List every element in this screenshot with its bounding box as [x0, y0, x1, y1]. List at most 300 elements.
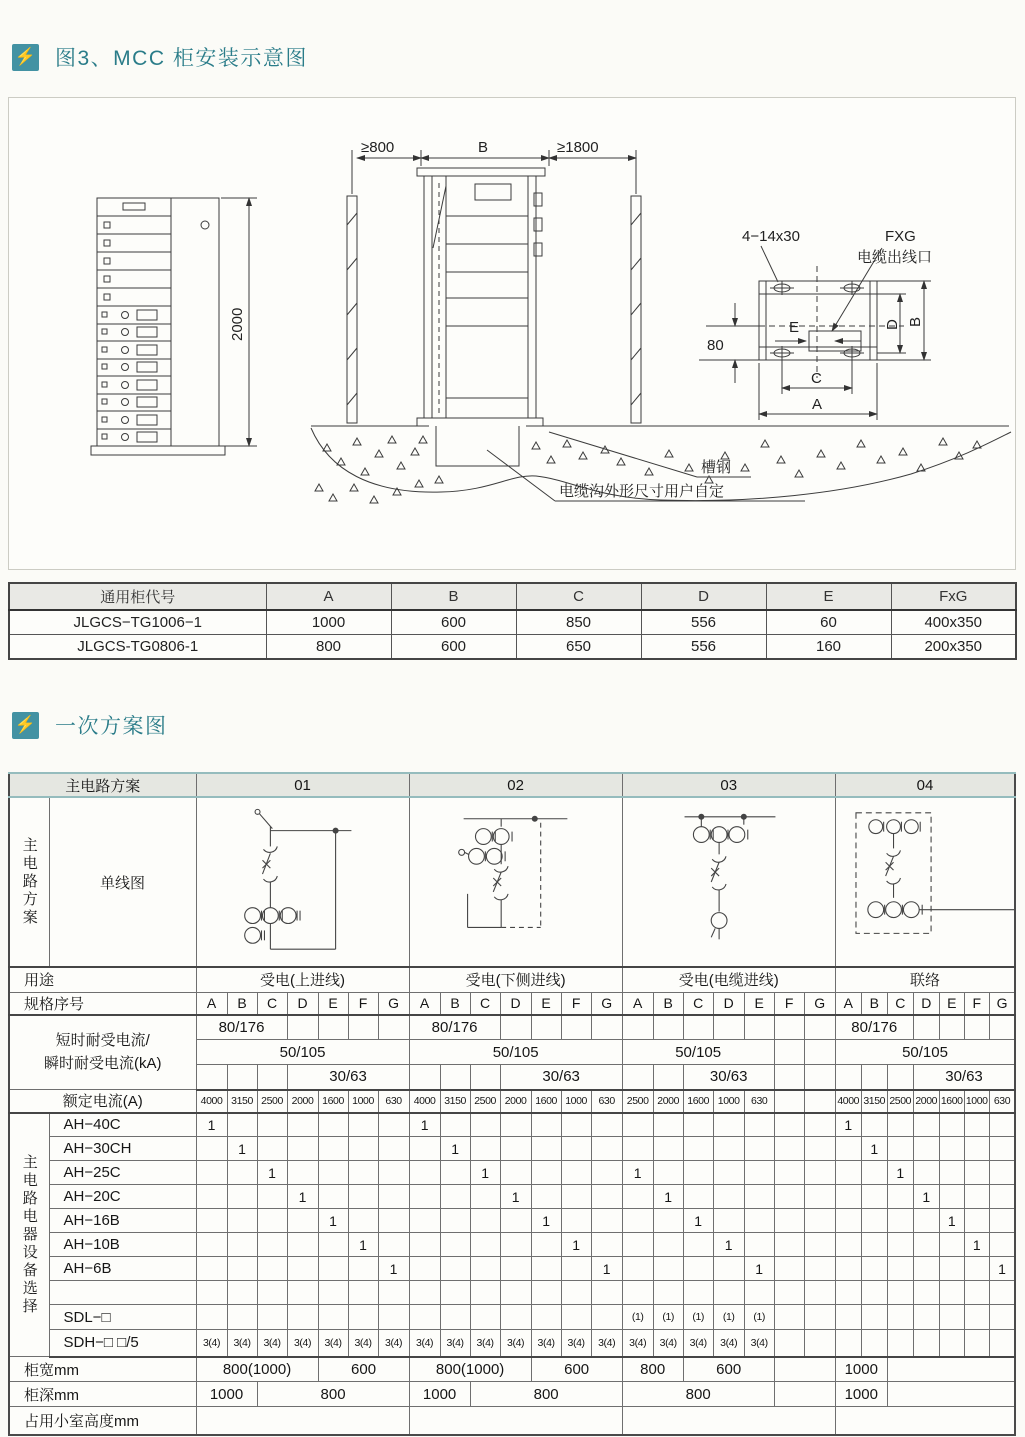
- withstand-value: [440, 1065, 470, 1090]
- withstand-value: [804, 1065, 835, 1090]
- device-mark-cell: [653, 1209, 683, 1233]
- bottom-row-label: 占用小室高度mm: [9, 1407, 196, 1435]
- device-mark-cell: [989, 1161, 1015, 1185]
- rated-current-value: 3150: [440, 1090, 470, 1113]
- device-mark-cell: [500, 1209, 531, 1233]
- device-mark-cell: [440, 1113, 470, 1137]
- device-mark-cell: [196, 1185, 227, 1209]
- rated-current-value: 1600: [318, 1090, 348, 1113]
- device-mark-cell: 1: [227, 1137, 257, 1161]
- table-row: [9, 773, 1015, 797]
- rated-current-value: 1000: [964, 1090, 989, 1113]
- device-mark-cell: [774, 1137, 804, 1161]
- device-mark-cell: [500, 1137, 531, 1161]
- bottom-row-value: [774, 1382, 835, 1407]
- device-mark-cell: [531, 1281, 561, 1305]
- device-mark-cell: [500, 1305, 531, 1330]
- device-mark-cell: [913, 1330, 939, 1357]
- device-mark-cell: [774, 1281, 804, 1305]
- device-mark-cell: [470, 1281, 500, 1305]
- device-mark-cell: [409, 1209, 440, 1233]
- withstand-value: [964, 1015, 989, 1040]
- device-mark-cell: 3(4): [653, 1330, 683, 1357]
- device-label: AH−20C: [49, 1185, 196, 1209]
- device-mark-cell: [713, 1185, 744, 1209]
- table-row: [9, 610, 1016, 635]
- dim-table-cell: 650: [516, 635, 641, 660]
- withstand-value: [835, 1065, 861, 1090]
- usage-value: 受电(电缆进线): [622, 967, 835, 992]
- withstand-value: [348, 1015, 378, 1040]
- device-mark-cell: 3(4): [196, 1330, 227, 1357]
- device-mark-cell: [470, 1137, 500, 1161]
- device-mark-cell: [913, 1137, 939, 1161]
- bottom-row-value: 800(1000): [196, 1357, 318, 1382]
- withstand-value: [774, 1040, 804, 1065]
- device-mark-cell: [744, 1233, 774, 1257]
- dim-table-cell: 400x350: [891, 610, 1016, 635]
- device-mark-cell: [257, 1209, 287, 1233]
- device-mark-cell: [713, 1137, 744, 1161]
- device-mark-cell: [561, 1281, 591, 1305]
- device-mark-cell: [683, 1233, 713, 1257]
- device-mark-cell: [861, 1185, 887, 1209]
- spec-letter: B: [440, 992, 470, 1015]
- device-mark-cell: [939, 1281, 964, 1305]
- device-mark-cell: [318, 1281, 348, 1305]
- spec-letter: G: [378, 992, 409, 1015]
- device-mark-cell: [683, 1137, 713, 1161]
- table-row: [9, 1161, 1015, 1185]
- device-mark-cell: 3(4): [713, 1330, 744, 1357]
- device-mark-cell: [378, 1185, 409, 1209]
- spec-letter: A: [409, 992, 440, 1015]
- device-mark-cell: [713, 1281, 744, 1305]
- vertical-label-device-selection: 主电路电器设备选择: [9, 1113, 49, 1357]
- device-mark-cell: [713, 1161, 744, 1185]
- device-mark-cell: [913, 1233, 939, 1257]
- withstand-value: [683, 1015, 713, 1040]
- table-row: [9, 1113, 1015, 1137]
- device-mark-cell: 1: [913, 1185, 939, 1209]
- device-mark-cell: [835, 1137, 861, 1161]
- withstand-value: 30/63: [913, 1065, 1015, 1090]
- device-mark-cell: 3(4): [227, 1330, 257, 1357]
- section-title: 图3、MCC 柜安装示意图: [55, 47, 308, 70]
- device-mark-cell: [653, 1257, 683, 1281]
- rated-current-value: 2000: [287, 1090, 318, 1113]
- device-mark-cell: [913, 1281, 939, 1305]
- spec-letter: F: [348, 992, 378, 1015]
- device-mark-cell: 1: [531, 1209, 561, 1233]
- bolt-slots-label: 4−14x30: [742, 228, 800, 245]
- withstand-value: 80/176: [835, 1015, 913, 1040]
- single-line-diagram-02: [409, 797, 622, 967]
- device-mark-cell: [591, 1233, 622, 1257]
- device-mark-cell: [887, 1330, 913, 1357]
- device-mark-cell: [287, 1257, 318, 1281]
- device-mark-cell: [591, 1209, 622, 1233]
- device-mark-cell: (1): [744, 1305, 774, 1330]
- device-mark-cell: [887, 1185, 913, 1209]
- device-mark-cell: [964, 1305, 989, 1330]
- rated-current-value: 2500: [887, 1090, 913, 1113]
- device-mark-cell: [804, 1209, 835, 1233]
- dim-e-label: E: [789, 319, 800, 336]
- dim-table-header-cell: D: [641, 583, 766, 610]
- dim-table-cell: 160: [766, 635, 891, 660]
- device-mark-cell: 1: [887, 1161, 913, 1185]
- device-mark-cell: [804, 1233, 835, 1257]
- dim-top-width-label: B: [478, 139, 489, 156]
- dim-table-cell: 60: [766, 610, 891, 635]
- device-mark-cell: [318, 1113, 348, 1137]
- dim-table-header-cell: E: [766, 583, 891, 610]
- device-mark-cell: [774, 1113, 804, 1137]
- device-mark-cell: [227, 1281, 257, 1305]
- device-mark-cell: [861, 1113, 887, 1137]
- dim-table-cell: JLGCS-TG0806-1: [9, 635, 266, 660]
- table-row: [9, 1233, 1015, 1257]
- device-mark-cell: [561, 1161, 591, 1185]
- section-header-fig3: [12, 42, 308, 72]
- device-mark-cell: 1: [287, 1185, 318, 1209]
- bottom-row-value: 1000: [835, 1357, 887, 1382]
- rated-current-value: 1000: [713, 1090, 744, 1113]
- bottom-row-value: 800(1000): [409, 1357, 531, 1382]
- device-mark-cell: [774, 1233, 804, 1257]
- withstand-value: 30/63: [683, 1065, 774, 1090]
- rated-current-value: 630: [591, 1090, 622, 1113]
- device-mark-cell: [653, 1137, 683, 1161]
- bottom-row-value: 800: [470, 1382, 622, 1407]
- withstand-value: [653, 1015, 683, 1040]
- device-mark-cell: [591, 1185, 622, 1209]
- installation-diagram: [9, 98, 1015, 569]
- usage-value: 联络: [835, 967, 1015, 992]
- device-mark-cell: 3(4): [287, 1330, 318, 1357]
- device-mark-cell: [744, 1137, 774, 1161]
- cabinet-front-view: [91, 198, 225, 455]
- device-mark-cell: [196, 1209, 227, 1233]
- withstand-value: 50/105: [835, 1040, 1015, 1065]
- device-mark-cell: [561, 1185, 591, 1209]
- withstand-value: [531, 1015, 561, 1040]
- section-title: 一次方案图: [55, 715, 168, 738]
- device-label: AH−16B: [49, 1209, 196, 1233]
- device-mark-cell: [913, 1257, 939, 1281]
- withstand-value: [804, 1040, 835, 1065]
- device-mark-cell: [774, 1185, 804, 1209]
- device-mark-cell: 1: [257, 1161, 287, 1185]
- dim-table-cell: 600: [391, 610, 516, 635]
- device-label: AH−25C: [49, 1161, 196, 1185]
- device-mark-cell: [318, 1257, 348, 1281]
- withstand-value: [804, 1015, 835, 1040]
- device-mark-cell: 1: [653, 1185, 683, 1209]
- device-mark-cell: [470, 1233, 500, 1257]
- device-mark-cell: [227, 1257, 257, 1281]
- dim-table-header-cell: A: [266, 583, 391, 610]
- device-label: [49, 1281, 196, 1305]
- withstand-value: [227, 1065, 257, 1090]
- device-mark-cell: [561, 1257, 591, 1281]
- device-mark-cell: [591, 1161, 622, 1185]
- single-line-label: 单线图: [49, 797, 196, 967]
- spec-letter: E: [744, 992, 774, 1015]
- device-label: SDL−□: [49, 1305, 196, 1330]
- device-mark-cell: [939, 1185, 964, 1209]
- withstand-value: [287, 1015, 318, 1040]
- device-mark-cell: 1: [939, 1209, 964, 1233]
- device-mark-cell: [939, 1305, 964, 1330]
- device-mark-cell: [257, 1233, 287, 1257]
- withstand-value: [774, 1065, 804, 1090]
- cabinet-side-view: [311, 150, 1011, 503]
- bottom-row-value: [774, 1357, 835, 1382]
- device-mark-cell: [861, 1209, 887, 1233]
- withstand-label-line2: 瞬时耐受电流(kA): [44, 1055, 162, 1073]
- scheme-header-04: 04: [835, 773, 1015, 797]
- table-row: [9, 1015, 1015, 1040]
- device-mark-cell: [440, 1281, 470, 1305]
- spec-letter: C: [257, 992, 287, 1015]
- rated-current-value: 2000: [913, 1090, 939, 1113]
- device-mark-cell: [348, 1161, 378, 1185]
- device-mark-cell: [804, 1185, 835, 1209]
- spec-letter: G: [591, 992, 622, 1015]
- table-row: [9, 1357, 1015, 1382]
- device-mark-cell: [835, 1305, 861, 1330]
- device-mark-cell: [196, 1257, 227, 1281]
- device-mark-cell: 1: [378, 1257, 409, 1281]
- table-row: [9, 635, 1016, 660]
- device-mark-cell: (1): [622, 1305, 653, 1330]
- device-mark-cell: [378, 1161, 409, 1185]
- device-mark-cell: [470, 1305, 500, 1330]
- withstand-value: [318, 1015, 348, 1040]
- withstand-value: 50/105: [622, 1040, 774, 1065]
- device-mark-cell: [318, 1233, 348, 1257]
- bottom-row-value: 1000: [835, 1382, 887, 1407]
- device-mark-cell: 1: [500, 1185, 531, 1209]
- device-mark-cell: [774, 1305, 804, 1330]
- device-mark-cell: [470, 1185, 500, 1209]
- device-mark-cell: [622, 1113, 653, 1137]
- device-mark-cell: [774, 1161, 804, 1185]
- spec-letter: E: [531, 992, 561, 1015]
- dim-table-cell: 800: [266, 635, 391, 660]
- bottom-row-value: 800: [257, 1382, 409, 1407]
- dim-2000-label: 2000: [229, 307, 246, 341]
- bottom-row-value: [622, 1407, 835, 1435]
- device-mark-cell: 3(4): [683, 1330, 713, 1357]
- device-mark-cell: 1: [440, 1137, 470, 1161]
- primary-scheme-table: [8, 772, 1016, 1436]
- dim-table-cell: 1000: [266, 610, 391, 635]
- device-mark-cell: 1: [348, 1233, 378, 1257]
- device-mark-cell: 3(4): [348, 1330, 378, 1357]
- device-mark-cell: [287, 1233, 318, 1257]
- device-mark-cell: [227, 1305, 257, 1330]
- spec-letter: E: [318, 992, 348, 1015]
- device-mark-cell: [591, 1137, 622, 1161]
- rated-current-value: 4000: [835, 1090, 861, 1113]
- rated-current-value: 630: [744, 1090, 774, 1113]
- table-row: [9, 1257, 1015, 1281]
- bottom-row-value: [196, 1407, 409, 1435]
- spec-letter: D: [913, 992, 939, 1015]
- device-mark-cell: [774, 1209, 804, 1233]
- device-mark-cell: [287, 1113, 318, 1137]
- device-mark-cell: 1: [713, 1233, 744, 1257]
- device-mark-cell: [939, 1113, 964, 1137]
- dim-d-label: D: [884, 319, 901, 330]
- device-mark-cell: [440, 1257, 470, 1281]
- spec-letter: C: [470, 992, 500, 1015]
- device-mark-cell: [500, 1113, 531, 1137]
- dim-table-header-cell: 通用柜代号: [9, 583, 266, 610]
- rated-current-value: 1600: [683, 1090, 713, 1113]
- single-line-diagram-04: [835, 797, 1015, 967]
- dim-80-label: 80: [707, 337, 724, 354]
- device-mark-cell: [378, 1209, 409, 1233]
- device-label: AH−6B: [49, 1257, 196, 1281]
- device-mark-cell: 3(4): [591, 1330, 622, 1357]
- device-mark-cell: [861, 1281, 887, 1305]
- device-mark-cell: [196, 1137, 227, 1161]
- spec-label: 规格序号: [9, 992, 196, 1015]
- table-row: [9, 1382, 1015, 1407]
- device-mark-cell: [804, 1257, 835, 1281]
- withstand-value: 50/105: [409, 1040, 622, 1065]
- single-line-diagram-03: [622, 797, 835, 967]
- device-mark-cell: 1: [470, 1161, 500, 1185]
- device-mark-cell: [804, 1330, 835, 1357]
- device-mark-cell: [561, 1209, 591, 1233]
- spec-letter: D: [713, 992, 744, 1015]
- device-mark-cell: [440, 1233, 470, 1257]
- rated-current-value: [774, 1090, 804, 1113]
- device-mark-cell: [287, 1161, 318, 1185]
- spec-letter: B: [227, 992, 257, 1015]
- device-mark-cell: [939, 1137, 964, 1161]
- device-mark-cell: [591, 1281, 622, 1305]
- device-mark-cell: [653, 1281, 683, 1305]
- device-mark-cell: [861, 1233, 887, 1257]
- device-mark-cell: [804, 1137, 835, 1161]
- device-label: AH−40C: [49, 1113, 196, 1137]
- device-mark-cell: [409, 1233, 440, 1257]
- bottom-row-label: 柜宽mm: [9, 1357, 196, 1382]
- bottom-row-value: [835, 1407, 1015, 1435]
- rated-current-value: 4000: [409, 1090, 440, 1113]
- rated-current-label: 额定电流(A): [9, 1090, 196, 1113]
- device-mark-cell: 1: [409, 1113, 440, 1137]
- device-mark-cell: [440, 1161, 470, 1185]
- device-mark-cell: [409, 1281, 440, 1305]
- device-mark-cell: [887, 1281, 913, 1305]
- bottom-row-value: [409, 1407, 622, 1435]
- bottom-row-value: 800: [622, 1382, 774, 1407]
- device-mark-cell: [440, 1185, 470, 1209]
- device-mark-cell: [531, 1185, 561, 1209]
- device-mark-cell: [887, 1305, 913, 1330]
- device-mark-cell: [939, 1161, 964, 1185]
- device-mark-cell: [683, 1185, 713, 1209]
- device-mark-cell: [257, 1113, 287, 1137]
- device-mark-cell: [287, 1305, 318, 1330]
- device-mark-cell: [257, 1281, 287, 1305]
- device-mark-cell: [531, 1113, 561, 1137]
- device-mark-cell: [622, 1257, 653, 1281]
- usage-value: 受电(上进线): [196, 967, 409, 992]
- single-line-diagram-01: [196, 797, 409, 967]
- bottom-row-value: 600: [683, 1357, 774, 1382]
- device-mark-cell: [835, 1209, 861, 1233]
- device-mark-cell: [500, 1161, 531, 1185]
- device-mark-cell: [227, 1233, 257, 1257]
- device-mark-cell: 3(4): [378, 1330, 409, 1357]
- withstand-value: 50/105: [196, 1040, 409, 1065]
- device-mark-cell: 1: [744, 1257, 774, 1281]
- device-mark-cell: [964, 1209, 989, 1233]
- withstand-value: [861, 1065, 887, 1090]
- device-mark-cell: [440, 1209, 470, 1233]
- spec-letter: F: [964, 992, 989, 1015]
- device-mark-cell: [989, 1281, 1015, 1305]
- base-plan-view: [699, 246, 931, 420]
- device-mark-cell: [257, 1257, 287, 1281]
- rated-current-value: 2000: [653, 1090, 683, 1113]
- device-mark-cell: [257, 1137, 287, 1161]
- device-mark-cell: [561, 1137, 591, 1161]
- spec-letter: C: [683, 992, 713, 1015]
- device-mark-cell: [964, 1330, 989, 1357]
- device-mark-cell: [500, 1233, 531, 1257]
- dim-table-cell: 850: [516, 610, 641, 635]
- usage-value: 受电(下侧进线): [409, 967, 622, 992]
- device-mark-cell: [713, 1257, 744, 1281]
- dim-table-cell: 556: [641, 635, 766, 660]
- withstand-value: [989, 1015, 1015, 1040]
- channel-steel-note: 槽钢: [701, 459, 732, 476]
- scheme-header-01: 01: [196, 773, 409, 797]
- device-mark-cell: [887, 1233, 913, 1257]
- device-label: SDH−□ □/5: [49, 1330, 196, 1357]
- device-mark-cell: [989, 1330, 1015, 1357]
- device-mark-cell: [683, 1113, 713, 1137]
- vertical-label-main-circuit: 主电路方案: [9, 797, 49, 967]
- device-mark-cell: 3(4): [561, 1330, 591, 1357]
- scheme-header-03: 03: [622, 773, 835, 797]
- device-mark-cell: [531, 1257, 561, 1281]
- rated-current-value: 1600: [939, 1090, 964, 1113]
- device-mark-cell: [744, 1113, 774, 1137]
- device-mark-cell: [409, 1257, 440, 1281]
- device-mark-cell: [887, 1113, 913, 1137]
- device-mark-cell: [318, 1185, 348, 1209]
- device-mark-cell: [348, 1257, 378, 1281]
- device-mark-cell: [470, 1209, 500, 1233]
- device-mark-cell: [409, 1161, 440, 1185]
- bottom-row-label: 柜深mm: [9, 1382, 196, 1407]
- device-mark-cell: [774, 1257, 804, 1281]
- device-mark-cell: [683, 1257, 713, 1281]
- table-row: [9, 1137, 1015, 1161]
- spec-letter: B: [861, 992, 887, 1015]
- device-mark-cell: [348, 1185, 378, 1209]
